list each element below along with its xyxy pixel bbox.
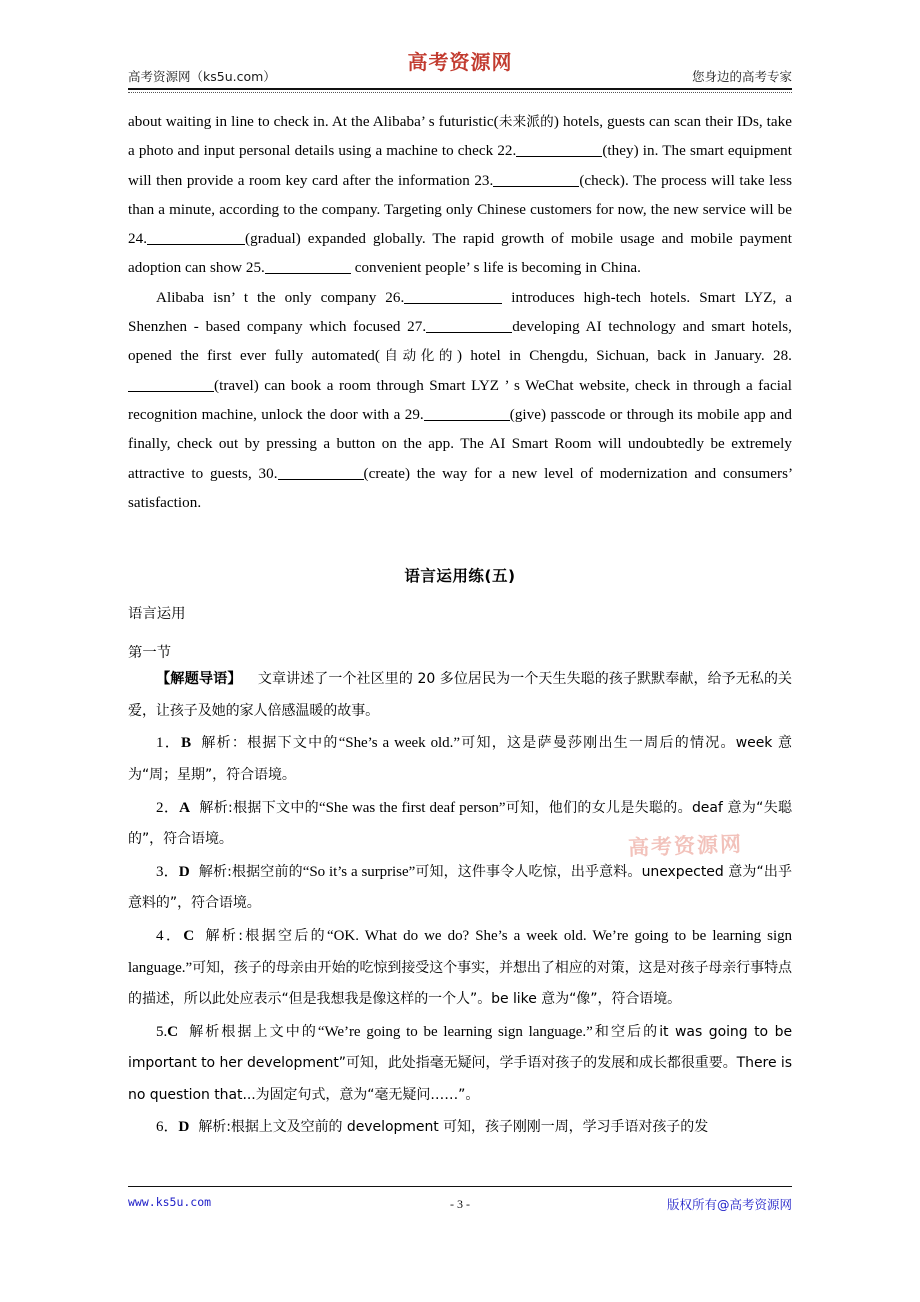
- answer-blank-29[interactable]: [424, 406, 510, 421]
- answer-quote-a: “We’re going to be learning sign language.”: [317, 1023, 593, 1040]
- cloze-p1-after22: (they) in. The smart equipment will then provide a room key card after the information 23.: [128, 143, 792, 189]
- header-site-name: 高考资源网（ks5u.com）: [128, 69, 276, 84]
- cloze-p1-after25b: s life is becoming in China.: [469, 260, 641, 277]
- cloze-p2-after30: (create) the way for a new level of modernization and consumers: [363, 465, 789, 482]
- page-number: - 3 -: [450, 1197, 470, 1211]
- apostrophe: ’: [504, 377, 509, 394]
- page-header: [128, 48, 792, 92]
- answer-text-b: 可知，孩子的母亲由开始的吃惊到接受这个事实，并想出了相应的对策，这是对孩子母亲行事特点的描述，所以此处应表示: [128, 959, 792, 1008]
- footer-url[interactable]: www.ks5u.com: [128, 1195, 212, 1209]
- answer-blank-26[interactable]: [404, 289, 502, 304]
- answer-text-c: 。: [465, 1086, 480, 1103]
- answer-quote-b: “出乎意料的”: [128, 863, 792, 912]
- answer-choice: D: [178, 1118, 190, 1136]
- cloze-p2-after28a: (travel) can book a room through Smart LYZ: [214, 377, 505, 394]
- answer-text-a: 根据空前的: [231, 863, 303, 880]
- answer-item-3: [128, 856, 792, 920]
- answer-blank-27[interactable]: [426, 318, 512, 333]
- gloss-automated: 自动化的: [379, 348, 457, 365]
- cloze-p2-after29: (give) passcode or through its mobile app and finally, check out by pressing a button on the app. The AI Smart Room will undoubtedly be extremely attractive to guests, 30.: [128, 406, 792, 482]
- answer-text-b: 和空后的it was going to be important to her development”可知，此处指毫无疑问，学手语对孩子的发展和成长都很重要。There is no question that...为固定句式，意为: [128, 1023, 793, 1103]
- answer-number: 2．: [156, 799, 180, 816]
- cloze-p2-seg3: ) hotel in Chengdu, Sichuan, back in January. 28.: [456, 348, 792, 365]
- cloze-p1-seg2: s futuristic(: [424, 114, 499, 130]
- header-divider: [128, 88, 792, 90]
- answer-number: 5.: [156, 1023, 168, 1040]
- answer-choice: A: [179, 798, 191, 816]
- answer-text-c: ，符合语境。: [177, 895, 261, 912]
- apostrophe: ’: [465, 260, 470, 277]
- answer-text-b: 可知，这件事令人吃惊，出乎意料。unexpected 意为: [415, 863, 757, 880]
- answer-quote-a: “She was the first deaf person”: [319, 799, 506, 816]
- answer-quote-a: “So it’s a surprise”: [302, 863, 416, 880]
- footer-copyright: 版权所有@高考资源网: [666, 1197, 792, 1212]
- cloze-p1-after23: (check). The process will take less than a minute, according to the company. Targeting only Chinese customers for now, the new service will be 24.: [128, 172, 792, 248]
- answer-text-a: 根据上文及空前的 development 可知，孩子刚刚一周，学习手语对孩子的发: [230, 1119, 709, 1136]
- cloze-p1-seg1: about waiting in line to check in. At the Alibaba: [128, 114, 421, 130]
- apostrophe: ’: [230, 289, 235, 306]
- answer-quote-b: “毫无疑问……”: [367, 1086, 466, 1103]
- page-content: [128, 108, 792, 1144]
- answer-label: 解析:: [199, 799, 233, 816]
- answer-blank-23[interactable]: [493, 172, 579, 187]
- answer-number: 6．: [156, 1119, 179, 1136]
- header-divider-secondary: [128, 92, 792, 93]
- answer-number: 1．: [156, 735, 182, 752]
- answer-blank-25[interactable]: [265, 259, 351, 274]
- cloze-p1-after24: (gradual) expanded globally. The rapid growth of mobile usage and mobile payment adoption can show 25.: [128, 231, 792, 277]
- cloze-paragraph-2: [128, 284, 792, 518]
- answer-choice: C: [167, 1022, 179, 1040]
- answer-label: 解析根据上文中的: [187, 1023, 318, 1040]
- answer-blank-30[interactable]: [278, 465, 364, 480]
- answer-label: 解析:: [203, 927, 243, 944]
- answer-choice: C: [183, 926, 195, 944]
- apostrophe: ’: [788, 465, 792, 482]
- answer-blank-24[interactable]: [147, 230, 245, 245]
- cloze-p2-after28b: s WeChat website, check in through a facial recognition machine, unlock the door with a 29.: [128, 377, 792, 423]
- answer-choice: B: [181, 734, 192, 752]
- answer-quote-b: “周；星期”: [141, 766, 213, 783]
- exercise-title: 语言运用练(五): [404, 567, 516, 586]
- answer-label: 解析:: [198, 1119, 231, 1136]
- gloss-futuristic: 未来派的: [498, 114, 554, 130]
- page-watermark: 高考资源网: [627, 832, 744, 860]
- cloze-p2-after26: introduces high-tech hotels. Smart LYZ, a Shenzhen - based company which focused 27.: [128, 289, 793, 336]
- cloze-p2-tail: satisfaction.: [128, 494, 202, 511]
- apostrophe: ’: [420, 114, 425, 130]
- exercise-section-label: 第一节: [128, 645, 172, 662]
- cloze-p2-seg1: Alibaba isn: [156, 289, 231, 306]
- answer-text-b: 可知，这是萨曼莎刚出生一周后的情况。week 意为: [128, 735, 792, 783]
- answer-blank-28[interactable]: [128, 377, 214, 392]
- answer-item-2: [128, 792, 792, 856]
- header-tagline: 您身边的高考专家: [691, 69, 792, 84]
- answer-label: 解析:: [198, 863, 232, 880]
- answer-text-a: 根据下文中的: [232, 799, 319, 816]
- page-footer: [128, 1186, 792, 1226]
- answer-quote-a: “She’s a week old.”: [338, 735, 460, 752]
- answer-text-a: 根据下文中的: [247, 735, 339, 752]
- cloze-p1-after25a: convenient people: [350, 260, 466, 277]
- answer-item-6: [128, 1111, 792, 1144]
- site-logo: 高考资源网: [407, 50, 513, 74]
- answer-text-c: ，符合语境。: [149, 831, 233, 848]
- answer-text-d: ，符合语境。: [597, 991, 682, 1008]
- answer-quote-b: “但是我想我是像这样的一个人”: [281, 991, 478, 1008]
- exercise-subtitle: 语言运用: [128, 606, 186, 623]
- answer-blank-22[interactable]: [516, 142, 602, 157]
- footer-divider: [128, 1186, 792, 1187]
- answer-choice: D: [178, 862, 190, 880]
- answer-item-1: [128, 727, 792, 791]
- guide-label: 【解题导语】: [156, 671, 242, 688]
- answer-number: 3．: [156, 863, 179, 880]
- answer-quote-c: “像”: [569, 991, 598, 1008]
- cloze-p2-seg2: t the only company 26.: [234, 289, 405, 306]
- answer-text-b: 可知，他们的女儿是失聪的。deaf 意为: [505, 799, 757, 816]
- guide-text: 文章讲述了一个社区里的 20 多位居民为一个天生失聪的孩子默默奉献，给予无私的关爱，让孩子及她的家人倍感温暖的故事。: [128, 671, 793, 719]
- answer-item-5: [128, 1016, 792, 1112]
- answer-text-c: 。be like 意为: [477, 991, 570, 1008]
- answer-item-4: [128, 920, 792, 1016]
- answer-text-a: 根据空后的: [242, 927, 328, 944]
- answer-number: 4．: [156, 927, 184, 944]
- answer-quote-b: “失聪的”: [128, 799, 792, 848]
- answer-text-c: ，符合语境。: [212, 766, 296, 783]
- cloze-paragraph-1: [128, 108, 792, 284]
- answer-label: 解析：: [200, 735, 248, 752]
- guide-paragraph: [128, 664, 792, 727]
- answer-quote-a: “OK. What do we do? She’s a week old. We’re going to be learning sign language.”: [128, 927, 792, 976]
- cloze-p2-after27: developing AI technology and smart hotels, opened the first ever fully automated(: [128, 319, 792, 365]
- cloze-p1-seg3: ) hotels, guests can scan their IDs, take a photo and input personal details using a machine to check 22.: [128, 114, 792, 160]
